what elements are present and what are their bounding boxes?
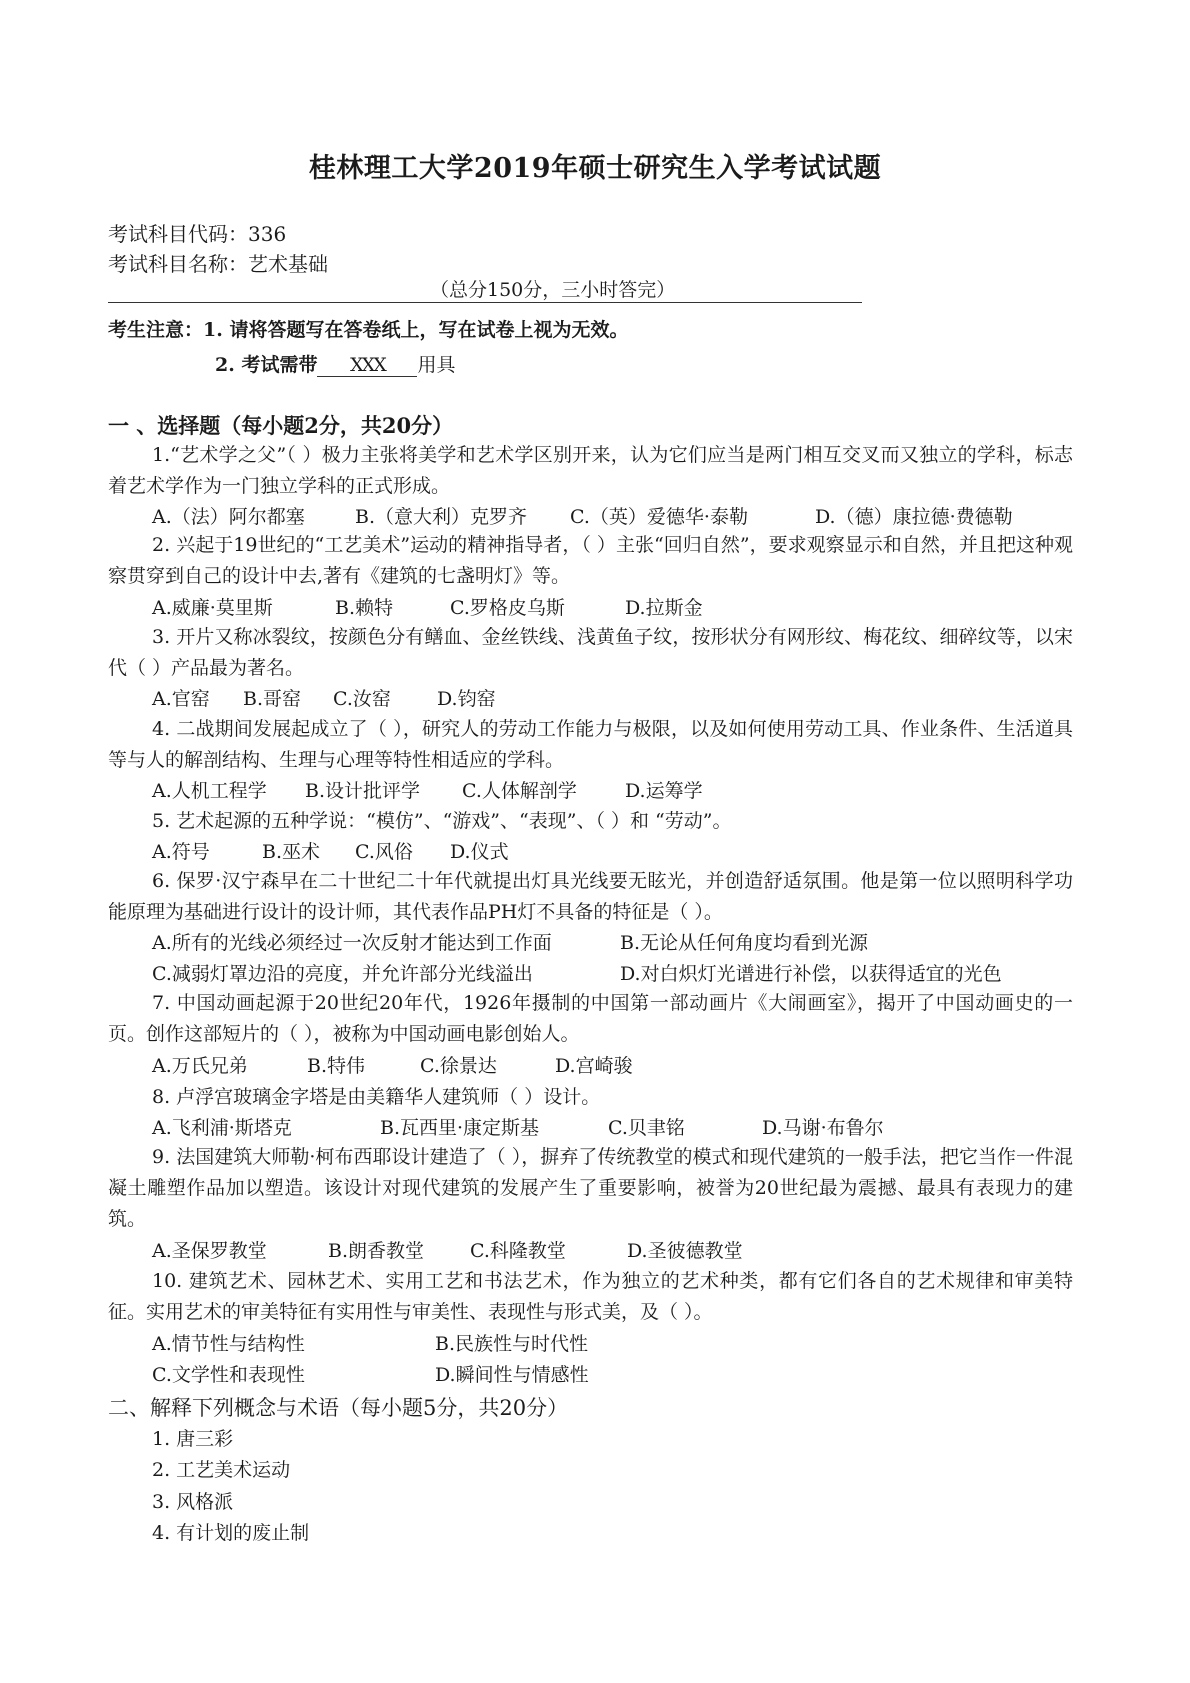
q6-option-d: D.对白炽灯光谱进行补偿，以获得适宜的光色 [620, 963, 1002, 985]
notice-suffix: 用具 [417, 354, 456, 376]
question-3: 3. 开片又称冰裂纹，按颜色分有鳝血、金丝铁线、浅黄鱼子纹，按形状分有网形纹、梅花纹、细碎纹等，以宋代（ ）产品最为著名。 [108, 626, 1073, 679]
q10-option-a: A.情节性与结构性 [152, 1333, 305, 1355]
q4-option-c: C.人体解剖学 [462, 780, 577, 802]
notice-prefix: 2. 考试需带 [215, 354, 318, 376]
notice-line-1: 考生注意：1. 请将答题写在答卷纸上，写在试卷上视为无效。 [108, 319, 629, 341]
question-9: 9. 法国建筑大师勒·柯布西耶设计建造了（ ），摒弃了传统教堂的模式和现代建筑的一般手法，把它当作一件混凝土雕塑作品加以塑造。该设计对现代建筑的发展产生了重要影响，被誉为20世纪最为震撼、最具有表现力的建筑。 [108, 1146, 1073, 1230]
q6-option-a: A.所有的光线必须经过一次反射才能达到工作面 [152, 932, 552, 954]
q9-option-a: A.圣保罗教堂 [152, 1240, 267, 1262]
q2-option-d: D.拉斯金 [625, 597, 703, 619]
q8-option-d: D.马谢·布鲁尔 [762, 1117, 884, 1139]
q9-option-d: D.圣彼德教堂 [627, 1240, 743, 1262]
q5-option-d: D.仪式 [450, 841, 509, 863]
q3-option-a: A.官窑 [152, 688, 210, 710]
page-title: 桂林理工大学2019年硕士研究生入学考试试题 [308, 153, 882, 184]
q8-option-c: C.贝聿铭 [608, 1117, 685, 1139]
q2-option-b: B.赖特 [335, 597, 394, 619]
q3-option-b: B.哥窑 [243, 688, 302, 710]
q9-option-c: C.科隆教堂 [470, 1240, 566, 1262]
subject-code: 考试科目代码：336 [108, 222, 287, 246]
q5-option-a: A.符号 [152, 841, 210, 863]
q10-option-b: B.民族性与时代性 [435, 1333, 589, 1355]
q1-option-a: A.（法）阿尔都塞 [152, 506, 305, 528]
q7-option-b: B.特伟 [307, 1055, 366, 1077]
term-item-2: 2. 工艺美术运动 [152, 1459, 291, 1481]
q5-option-b: B.巫术 [262, 841, 321, 863]
term-item-1: 1. 唐三彩 [152, 1428, 234, 1450]
question-10: 10. 建筑艺术、园林艺术、实用工艺和书法艺术，作为独立的艺术种类，都有它们各自的艺术规律和审美特征。实用艺术的审美特征有实用性与审美性、表现性与形式美，及（ ）。 [108, 1270, 1073, 1323]
q8-option-a: A.飞利浦·斯塔克 [152, 1117, 292, 1139]
q1-option-b: B.（意大利）克罗齐 [355, 506, 528, 528]
section-1-heading: 一 、选择题（每小题2分，共20分） [108, 413, 454, 438]
q6-option-b: B.无论从任何角度均看到光源 [620, 932, 869, 954]
q9-option-b: B.朗香教堂 [328, 1240, 425, 1262]
q10-option-c: C.文学性和表现性 [152, 1364, 305, 1386]
header-divider [108, 302, 862, 303]
term-item-3: 3. 风格派 [152, 1491, 234, 1513]
question-2: 2. 兴起于19世纪的“工艺美术”运动的精神指导者，（ ）主张“回归自然”，要求观察显示和自然，并且把这种观察贯穿到自己的设计中去,著有《建筑的七盏明灯》等。 [108, 534, 1073, 587]
q7-option-d: D.宫崎骏 [555, 1055, 633, 1077]
q4-option-a: A.人机工程学 [152, 780, 267, 802]
section-2-heading: 二、解释下列概念与术语（每小题5分，共20分） [108, 1396, 569, 1420]
q8-option-b: B.瓦西里·康定斯基 [380, 1117, 540, 1139]
q4-option-b: B.设计批评学 [305, 780, 421, 802]
question-4: 4. 二战期间发展起成立了（ ），研究人的劳动工作能力与极限，以及如何使用劳动工具、作业条件、生活道具等与人的解剖结构、生理与心理等特性相适应的学科。 [108, 718, 1073, 771]
q5-option-c: C.风俗 [355, 841, 413, 863]
notice-blank: XXX [317, 354, 417, 377]
q6-option-c: C.减弱灯罩边沿的亮度，并允许部分光线溢出 [152, 963, 533, 985]
q4-option-d: D.运筹学 [625, 780, 703, 802]
q3-option-d: D.钧窑 [437, 688, 496, 710]
question-6: 6. 保罗·汉宁森早在二十世纪二十年代就提出灯具光线要无眩光，并创造舒适氛围。他是第一位以照明科学功能原理为基础进行设计的设计师，其代表作品PH灯不具备的特征是（ ）。 [108, 870, 1073, 923]
q1-option-d: D.（德）康拉德·费德勒 [815, 506, 1013, 528]
total-score: （总分150分，三小时答完） [430, 279, 676, 301]
q10-option-d: D.瞬间性与情感性 [435, 1364, 589, 1386]
question-5: 5. 艺术起源的五种学说：“模仿”、“游戏”、“表现”、（ ）和 “劳动”。 [152, 810, 732, 832]
question-8: 8. 卢浮宫玻璃金字塔是由美籍华人建筑师（ ）设计。 [152, 1086, 601, 1108]
q7-option-c: C.徐景达 [420, 1055, 497, 1077]
term-item-4: 4. 有计划的废止制 [152, 1522, 310, 1544]
subject-name: 考试科目名称：艺术基础 [108, 252, 328, 276]
q1-option-c: C.（英）爱德华·泰勒 [570, 506, 748, 528]
q7-option-a: A.万氏兄弟 [152, 1055, 248, 1077]
notice-line-2 [215, 350, 455, 377]
question-7: 7. 中国动画起源于20世纪20年代，1926年摄制的中国第一部动画片《大闹画室》，揭开了中国动画史的一页。创作这部短片的（ ），被称为中国动画电影创始人。 [108, 992, 1073, 1045]
q3-option-c: C.汝窑 [333, 688, 391, 710]
q2-option-c: C.罗格皮乌斯 [450, 597, 565, 619]
question-1: 1.“艺术学之父”（ ）极力主张将美学和艺术学区别开来，认为它们应当是两门相互交叉而又独立的学科，标志着艺术学作为一门独立学科的正式形成。 [108, 444, 1073, 497]
q2-option-a: A.威廉·莫里斯 [152, 597, 273, 619]
